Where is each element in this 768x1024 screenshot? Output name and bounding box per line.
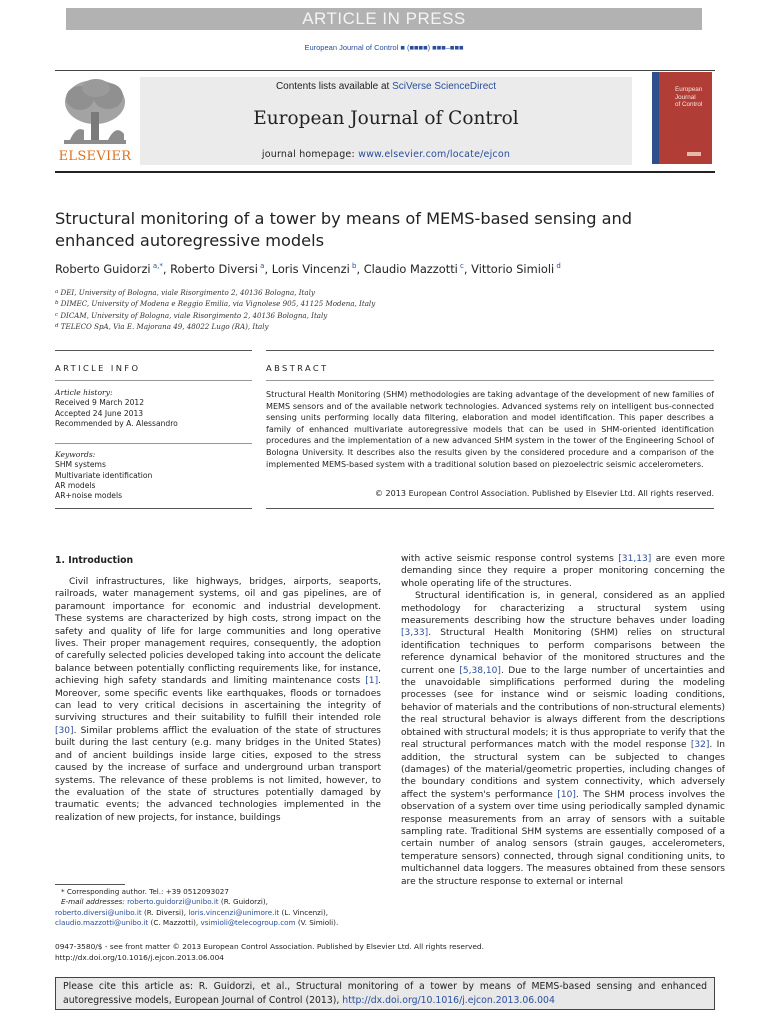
cover-title-line: Journal: [675, 93, 696, 101]
body-text: are even more demanding since they require a proper monitoring concerning the whole operating life of the structures.: [401, 554, 725, 589]
email-link[interactable]: claudio.mazzotti@unibo.it: [55, 918, 149, 928]
author-name[interactable]: Vittorio Simioli: [471, 262, 555, 276]
header-rule-top: [55, 70, 715, 71]
citation-link[interactable]: [30]: [55, 725, 74, 736]
keyword: SHM systems: [55, 460, 106, 470]
body-text: Structural identification is, in general, considered as an applied methodology for characterizing a structural system using measurements describing how the structure behaves under loading: [401, 591, 725, 627]
affiliations: [55, 287, 555, 332]
author-list: [55, 262, 705, 276]
affiliation-item: [55, 310, 555, 321]
keywords-heading: Keywords:: [55, 450, 96, 459]
affiliation-item: [55, 298, 555, 309]
journal-header-box: [140, 77, 632, 165]
publisher-wordmark: ELSEVIER: [58, 149, 132, 164]
body-paragraph: [55, 576, 381, 824]
cover-title-line: of Control: [675, 101, 703, 109]
body-text: . Structural Health Monitoring (SHM) relies on structural identification techniques to perform comparisons between the reference dynamical behavior of the monitored structures and the current one: [401, 628, 725, 676]
body-paragraph: [401, 590, 725, 888]
email-addresses: [55, 918, 375, 928]
article-title: Structural monitoring of a tower by means of MEMS-based sensing and enhanced autoregressive models: [55, 209, 633, 250]
author-name[interactable]: Roberto Diversi: [170, 262, 258, 276]
article-info-heading: ARTICLE INFO: [55, 363, 141, 373]
citation-link[interactable]: [10]: [557, 789, 576, 800]
article-info-rule: [55, 350, 252, 351]
keywords: [55, 450, 252, 501]
author-separator: ,: [264, 262, 272, 276]
cover-mark: [687, 152, 701, 156]
article-info-rule: [55, 443, 252, 444]
abstract-heading: ABSTRACT: [266, 363, 329, 373]
history-heading: Article history:: [55, 388, 113, 397]
journal-reference[interactable]: European Journal of Control ■ (■■■■) ■■■–■■■: [304, 43, 464, 52]
affiliation-mark: a: [55, 289, 59, 295]
affiliation-mark: c: [55, 311, 59, 318]
journal-title: European Journal of Control: [253, 108, 519, 129]
email-link[interactable]: vsimioli@telecogroup.com: [200, 918, 296, 928]
article-info-rule: [55, 380, 252, 381]
cover-title: [675, 86, 711, 109]
body-right-column: [401, 553, 725, 888]
body-text: with active seismic response control systems: [401, 554, 619, 564]
abstract-text: Structural Health Monitoring (SHM) methodologies are taking advantage of the development of new families of MEMS sensors and of the available network technologies. Advanced systems rely on intelligent bus-connected sensing units performing locally data filtering, elaboration and model identification. This paper describes a family of enhanced multivariate autoregressive models that can be used in SHM-oriented identification procedures and the implementation of a new advanced SHM system in the tower of the Engineering School of Bologna University. It describes also the results given by the considered procedure and a comparison of the implemented MEMS-based system with a traditional solution based on piezoelectric seismic accelerometers.: [266, 390, 714, 469]
homepage-line: [140, 149, 632, 160]
footnotes: [55, 887, 375, 929]
author-affiliation-mark[interactable]: b: [349, 262, 357, 270]
affiliation-item: [55, 321, 555, 332]
abstract-rule: [266, 508, 714, 509]
history-item: Recommended by A. Alessandro: [55, 418, 178, 428]
contents-prefix: Contents lists available at: [275, 81, 393, 92]
homepage-link[interactable]: www.elsevier.com/locate/ejcon: [358, 149, 511, 160]
affiliation-mark: b: [55, 300, 59, 307]
author-affiliation-mark[interactable]: a: [257, 262, 265, 270]
body-text: . Similar problems afflict the evaluation of the state of structures built during the last century (e.g. many bridges in the United States) and of ancient buildings inside large cities, exposed to the stress caused by the increase of surface and underground urban transport systems. The relevance of these problems is not limited, however, to the evaluation of the state of structures potentially damaged by traumatic events; the advanced technologies implemented in the realization of new projects, for instance, buildings: [55, 725, 381, 823]
citation-notice-box: [55, 977, 715, 1010]
email-link[interactable]: roberto.guidorzi@unibo.it: [127, 897, 219, 907]
affiliation-text: DICAM, University of Bologna, viale Risorgimento 2, 40136 Bologna, Italy: [58, 310, 328, 320]
history-item: Accepted 24 June 2013: [55, 408, 144, 418]
abstract-copyright: © 2013 European Control Association. Published by Elsevier Ltd. All rights reserved.: [374, 489, 714, 498]
abstract-rule: [266, 350, 714, 351]
body-text: . Moreover, some specific events like earthquakes, floods or tornadoes can lead to very critical decisions in ascertaining the integrity of surviving structures and their suitability to fulfill their intended role: [55, 676, 381, 724]
author-affiliation-mark[interactable]: c: [457, 262, 464, 270]
contents-line: [140, 81, 632, 92]
author-name[interactable]: Claudio Mazzotti: [363, 262, 458, 276]
homepage-prefix: journal homepage:: [261, 149, 359, 160]
author-name[interactable]: Loris Vincenzi: [271, 262, 350, 276]
body-left-column: [55, 576, 381, 824]
body-text: Civil infrastructures, like highways, bridges, airports, seaports, railroads, water management systems, oil and gas pipelines, are of paramount importance for economic and industrial development. These systems are characterized by high costs, strong impact on the safety and quality of life for large communities and long operative lives. Their proper management requires, consequently, the adoption of carefully selected policies developed taking into account the delicate balance between potentially conflicting requirements like, for instance, achieving high safety standards and limiting maintenance costs: [55, 577, 381, 687]
author-name[interactable]: Roberto Guidorzi: [55, 262, 151, 276]
email-label: E-mail addresses:: [61, 897, 128, 907]
sciencedirect-link[interactable]: SciVerse ScienceDirect: [392, 81, 497, 92]
issn-line: 0947-3580/$ - see front matter © 2013 European Control Association. Published by Elsevier Ltd. All rights reserved.: [55, 942, 484, 951]
doi-link[interactable]: http://dx.doi.org/10.1016/j.ejcon.2013.06.004: [342, 995, 555, 1006]
email-owner: (R. Guidorzi),: [218, 897, 268, 907]
body-text: . Due to the large number of uncertainties and the unavoidable simplifications performed during the modeling processes (see for instance wind or seismic loading conditions, behavior of materials and the contributions of non-structural elements) the real structural behavior is always different from the descriptions obtained with structural models; it is thus appropriate to verify that the real structural performances match with the model response: [401, 665, 725, 751]
article-info-rule: [55, 508, 252, 509]
email-owner: (L. Vincenzi),: [279, 907, 329, 917]
author-affiliation-mark[interactable]: d: [554, 262, 561, 270]
article-in-press-banner: ARTICLE IN PRESS: [66, 8, 702, 30]
keyword: Multivariate identification: [55, 470, 153, 480]
author-affiliation-mark[interactable]: a,*: [150, 262, 163, 270]
affiliation-text: DIMEC, University of Modena e Reggio Emilia, via Vignolese 905, 41125 Modena, Italy: [58, 299, 376, 309]
author-separator: ,: [162, 262, 171, 276]
body-text: . In addition, the structural system can be subjected to changes (damages) of the material/geometric properties, including changes of the boundary conditions and system connectivity, which adversely affect the system's performance: [401, 740, 725, 800]
journal-cover-thumbnail[interactable]: [652, 72, 712, 164]
doi-line[interactable]: http://dx.doi.org/10.1016/j.ejcon.2013.06.004: [55, 953, 224, 963]
footnote-rule: [55, 884, 125, 885]
header-rule-bottom: [55, 171, 715, 173]
corresponding-author-note: * Corresponding author. Tel.: +39 0512093027: [61, 887, 229, 896]
keyword: AR models: [55, 480, 96, 490]
affiliation-text: DEI, University of Bologna, viale Risorgimento 2, 40136 Bologna, Italy: [58, 288, 315, 297]
email-addresses: [55, 908, 375, 918]
article-history: [55, 388, 252, 429]
citation-notice-text: Please cite this article as: R. Guidorzi, et al., Structural monitoring of a tower by means of MEMS-based sensing and enhanced autoregressive models, European Journal of Control (2013),: [63, 981, 707, 1006]
cover-stripe: [652, 72, 659, 164]
email-addresses: [55, 897, 375, 907]
abstract-rule: [266, 380, 714, 381]
email-owner: (V. Simioli).: [295, 918, 339, 928]
cover-title-line: European: [675, 86, 703, 93]
issn-info: [55, 941, 655, 963]
author-separator: ,: [463, 262, 472, 276]
body-text: . The SHM process involves the observation of a system over time using periodically sampled dynamic response measurements from an array of sensors with a suitable sampling rate. Traditional SHM systems are essentially composed of a certain number of analog sensors (strain gauges, accelerometers, temperature sensors) connected, through signal conditioning units, to multichannel data loggers. The measures obtained from these sensors are the structure response to external or internal: [401, 789, 725, 887]
keyword: AR+noise models: [55, 491, 123, 501]
body-paragraph: [401, 553, 725, 590]
email-owner: (R. Diversi),: [141, 907, 189, 917]
email-link[interactable]: roberto.diversi@unibo.it: [55, 907, 142, 917]
citation-link[interactable]: [5,38,10]: [459, 665, 501, 676]
email-link[interactable]: loris.vincenzi@unimore.it: [188, 907, 280, 917]
author-separator: ,: [356, 262, 364, 276]
affiliation-mark: d: [55, 322, 59, 329]
email-owner: (C. Mazzotti),: [148, 918, 201, 928]
citation-link[interactable]: [3,33]: [401, 628, 429, 639]
affiliation-text: TELECO SpA, Via E. Majorana 49, 48022 Lugo (RA), Italy: [58, 321, 269, 331]
citation-link[interactable]: [1]: [365, 676, 379, 687]
affiliation-item: [55, 287, 555, 298]
history-item: Received 9 March 2012: [55, 398, 145, 408]
citation-link[interactable]: [31,13]: [618, 554, 652, 564]
section-heading-introduction: 1. Introduction: [55, 555, 134, 566]
citation-link[interactable]: [32]: [690, 740, 710, 751]
